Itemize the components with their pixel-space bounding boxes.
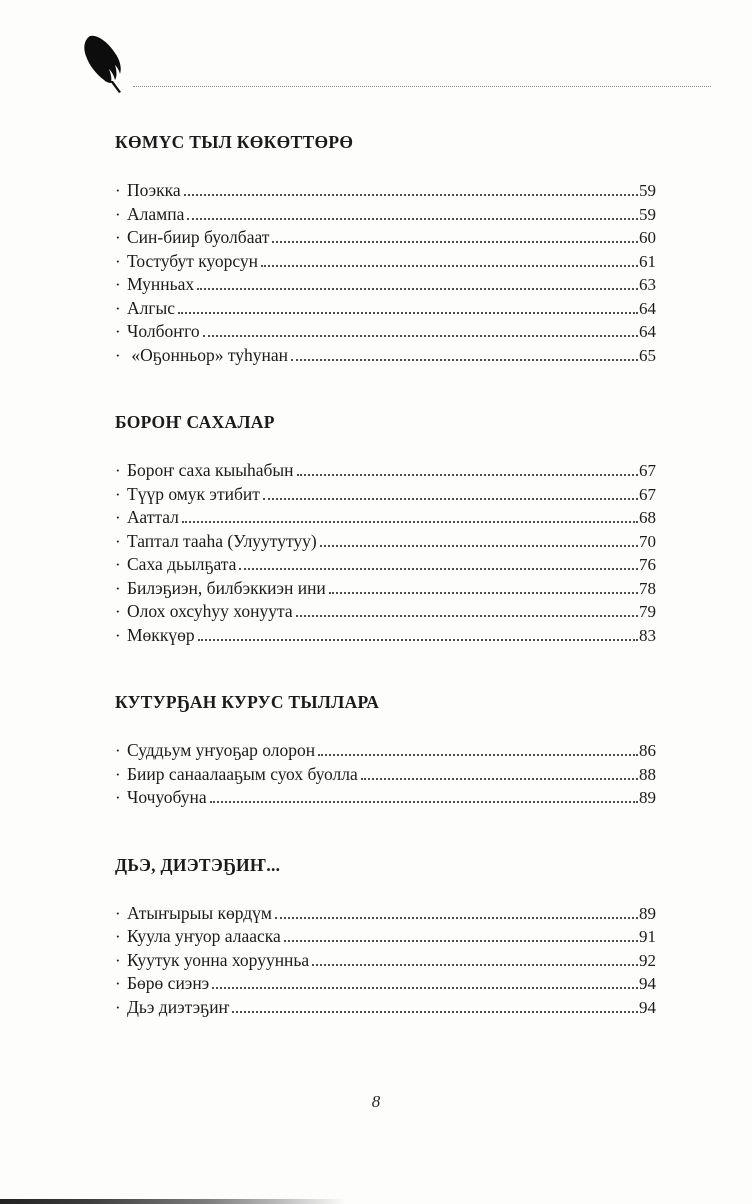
toc-entry-row [115,624,656,648]
dot-leader [275,917,638,919]
entry-page-number: 83 [639,625,656,645]
bullet-icon: · [115,974,121,993]
toc-entry-row [115,250,656,274]
bullet-icon: · [115,228,121,247]
bullet-icon: · [115,950,121,970]
toc-entry-row [115,297,656,321]
page-number: 8 [371,1092,381,1111]
section-heading: БОРОҤ САХАЛАР [115,412,275,432]
table-of-contents [115,131,656,1019]
dot-leader [320,545,638,547]
entry-title: Ааттал [127,507,179,527]
entry-title: Син-биир буолбаат [127,227,270,247]
entry-page-number: 61 [639,251,656,271]
section-heading: КУТУРҔАН КУРУС ТЫЛЛАРА [115,692,380,712]
bullet-icon: · [115,322,121,341]
dot-leader [198,639,638,641]
entry-title: Чолбоҥго [127,321,200,341]
dot-leader [212,987,638,989]
bullet-icon: · [115,903,121,923]
toc-entry-row [115,483,656,507]
entry-title: Мунньах [127,274,195,294]
toc-section [115,691,656,810]
entry-title: Атыҥырыы көрдүм [127,902,272,923]
bullet-icon: · [115,181,121,200]
dot-leader [318,754,638,756]
quill-icon [76,32,132,96]
section-heading: ДЬЭ, ДИЭТЭҔИҤ... [115,854,281,875]
dot-leader [291,359,638,361]
bullet-icon: · [115,997,121,1017]
entry-page-number: 88 [639,764,656,784]
dot-leader [312,964,638,966]
entry-page-number: 91 [639,927,656,946]
bullet-icon: · [115,484,121,504]
entry-title: Дьэ диэтэҕиҥ [127,996,230,1017]
bullet-icon: · [115,461,121,480]
dot-leader [296,615,638,617]
entry-title: Таптал тааһа (Улуутутуу) [127,530,317,551]
dot-leader [329,592,638,594]
dot-leader [210,801,638,803]
entry-page-number: 70 [639,531,656,551]
bullet-icon: · [115,531,121,551]
entry-page-number: 79 [639,602,656,621]
toc-entry-row [115,972,656,996]
toc-entry-row [115,530,656,554]
toc-section [115,411,656,647]
toc-entry-row [115,273,656,297]
entry-title: Олох охсуһуу хонуута [127,601,293,621]
entry-title: Бөрө сиэнэ [127,973,210,993]
dot-leader [261,265,638,267]
bullet-icon: · [115,764,121,784]
entry-title: Алгыс [127,297,176,318]
entry-page-number: 67 [639,461,656,480]
entry-page-number: 67 [639,484,656,504]
bullet-icon: · [115,298,121,318]
entry-page-number: 64 [639,322,656,341]
toc-entry-row [115,600,656,624]
entry-title: Мөккүөр [127,624,195,645]
toc-entry-row [115,226,656,250]
dot-leader [361,778,638,780]
toc-section [115,131,656,367]
dot-leader [284,940,638,942]
entry-page-number: 65 [639,345,656,365]
toc-entry-row [115,902,656,926]
entry-title: «Оҕонньор» туһунан [127,344,289,365]
header-dotted-rule [133,86,711,87]
dot-leader [272,241,638,243]
dot-leader [184,194,638,196]
bullet-icon: · [115,275,121,294]
dot-leader [297,474,638,476]
entry-page-number: 76 [639,555,656,574]
bullet-icon: · [115,555,121,574]
bullet-icon: · [115,625,121,645]
toc-entry-row [115,577,656,601]
entry-page-number: 89 [639,788,656,807]
bullet-icon: · [115,251,121,271]
bullet-icon: · [115,204,121,224]
toc-entry-row [115,459,656,483]
dot-leader [187,218,638,220]
entry-page-number: 68 [639,508,656,527]
toc-entry-row [115,949,656,973]
bullet-icon: · [115,345,121,365]
entry-page-number: 59 [639,181,656,200]
toc-entry-row [115,344,656,368]
entry-page-number: 89 [639,903,656,923]
toc-entry-row [115,203,656,227]
toc-entry-row [115,506,656,530]
entry-title: Чочуобуна [127,787,207,807]
entry-title: Биир санаалааҕым суох буолла [127,763,358,784]
entry-page-number: 86 [639,741,656,760]
bullet-icon: · [115,788,121,807]
entry-page-number: 94 [639,974,656,993]
toc-list [115,179,656,367]
dot-leader [239,568,638,570]
entry-title: Бороҥ саха кыыһабын [127,460,294,480]
section-heading: КӨМҮС ТЫЛ КӨКӨТТӨРӨ [115,132,354,152]
entry-title: Куула уҥуор алааска [127,926,281,946]
dot-leader [182,521,638,523]
toc-list [115,902,656,1020]
bullet-icon: · [115,508,121,527]
entry-page-number: 59 [639,204,656,224]
bullet-icon: · [115,741,121,760]
dot-leader [197,288,638,290]
dot-leader [178,312,638,314]
entry-page-number: 78 [639,578,656,598]
entry-page-number: 92 [639,950,656,970]
toc-entry-row [115,739,656,763]
toc-entry-row [115,996,656,1020]
toc-entry-row [115,786,656,810]
entry-title: Билэҕиэн, билбэккиэн ини [127,577,326,598]
dot-leader [203,335,638,337]
bullet-icon: · [115,602,121,621]
entry-title: Суддьум уҥуоҕар олорон [127,740,316,760]
toc-entry-row [115,925,656,949]
entry-title: Түүр омук этибит [127,483,260,504]
toc-entry-row [115,179,656,203]
entry-page-number: 64 [639,298,656,318]
entry-title: Алампа [127,203,185,224]
entry-title: Саха дьылҕата [127,554,237,574]
toc-entry-row [115,553,656,577]
scan-edge-artifact [0,1199,346,1204]
toc-list [115,739,656,810]
toc-entry-row [115,763,656,787]
bullet-icon: · [115,578,121,598]
entry-title: Поэкка [127,180,181,200]
toc-section [115,854,656,1020]
entry-page-number: 60 [639,228,656,247]
toc-list [115,459,656,647]
dot-leader [263,498,638,500]
entry-page-number: 94 [639,997,656,1017]
entry-title: Куутук уонна хоруунньа [127,949,310,970]
toc-entry-row [115,320,656,344]
entry-title: Тостубут куорсун [127,250,258,271]
entry-page-number: 63 [639,275,656,294]
dot-leader [232,1011,638,1013]
bullet-icon: · [115,927,121,946]
